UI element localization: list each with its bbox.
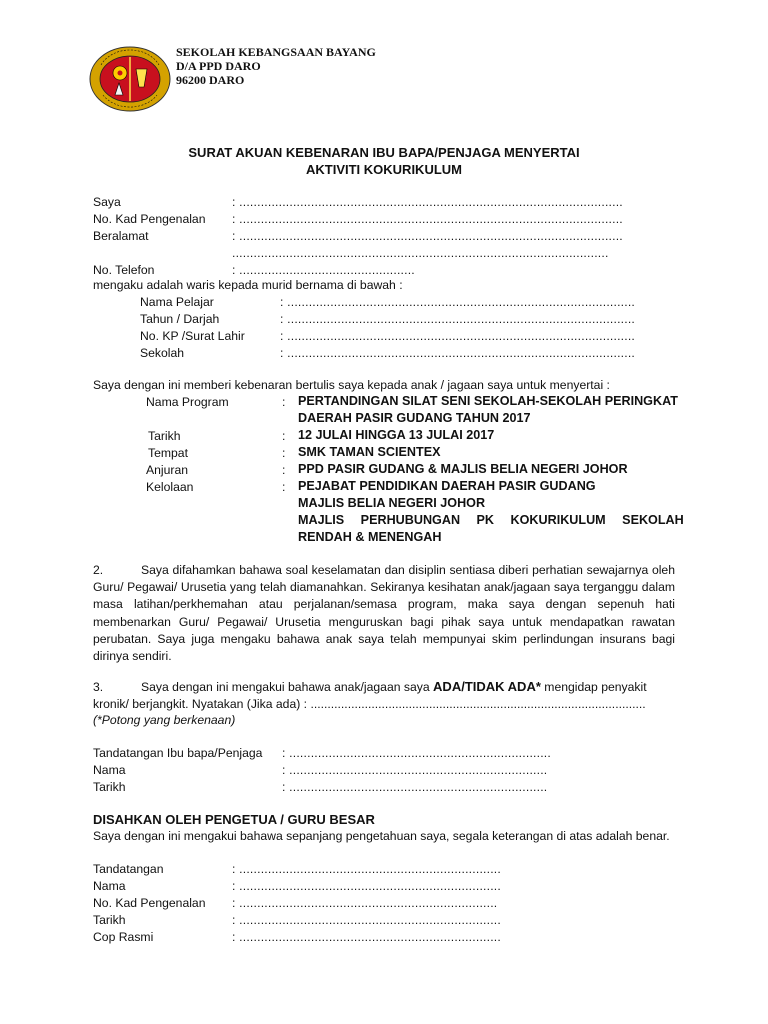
program-organizer-colon: :: [282, 463, 286, 477]
parent-phone-label: No. Telefon: [93, 263, 155, 277]
parent-address-field-2[interactable]: .........................................................................................................: [232, 246, 609, 260]
strike-out-note: (*Potong yang berkenaan): [93, 713, 236, 727]
program-managed-colon: :: [282, 480, 286, 494]
document-title-line-1: SURAT AKUAN KEBENARAN IBU BAPA/PENJAGA MENYERTAI: [188, 145, 580, 160]
school-address-1: D/A PPD DARO: [176, 59, 261, 73]
principal-date-label: Tarikh: [93, 913, 126, 927]
program-name-colon: :: [282, 395, 286, 409]
program-managed-line-2: MAJLIS BELIA NEGERI JOHOR: [298, 496, 486, 510]
principal-name-field[interactable]: : .........................................................................: [232, 879, 501, 893]
verification-statement: Saya dengan ini mengakui bahawa sepanjang pengetahuan saya, segala keterangan di atas adalah benar.: [93, 829, 670, 843]
program-organizer-value: PPD PASIR GUDANG & MAJLIS BELIA NEGERI JOHOR: [298, 462, 628, 476]
parent-signature-label: Tandatangan Ibu bapa/Penjaga: [93, 746, 263, 760]
program-date-value: 12 JULAI HINGGA 13 JULAI 2017: [298, 428, 495, 442]
principal-signature-label: Tandatangan: [93, 862, 164, 876]
parent-signature-name-field[interactable]: : ........................................................................: [282, 763, 548, 777]
official-stamp-label: Cop Rasmi: [93, 930, 154, 944]
parent-ic-label: No. Kad Pengenalan: [93, 212, 206, 226]
parent-signature-field[interactable]: : .........................................................................: [282, 746, 551, 760]
parent-signature-date-field[interactable]: : ........................................................................: [282, 780, 548, 794]
parent-address-field[interactable]: : ...........................................................................................................: [232, 229, 623, 243]
ward-intro: mengaku adalah waris kepada murid bernama di bawah :: [93, 278, 403, 292]
parent-signature-name-label: Nama: [93, 763, 126, 777]
student-name-label: Nama Pelajar: [140, 295, 214, 309]
program-managed-label: Kelolaan: [146, 480, 194, 494]
program-managed-line-1: PEJABAT PENDIDIKAN DAERAH PASIR GUDANG: [298, 479, 596, 493]
paragraph-2-text: Saya difahamkan bahawa soal keselamatan dan disiplin sentiasa diberi perhatian sewajarnya oleh Guru/ Pegawai/ Urusetia yang telah diamanahkan. Sekiranya kesihatan anak/jagaan saya terganggu dalam masa latihan/perkhemahan atau perjalanan/semasa program, maka saya dengan sepenuh hati membenarkan Guru/ Pegawai/ Urusetia menguruskan bagi pihak saya untuk mendapatkan rawatan perubatan. Saya juga mengaku bahawa anak saya telah mempunyai skim perlindungan insurans bagi dirinya sendiri.: [93, 563, 675, 664]
student-school-label: Sekolah: [140, 346, 185, 360]
program-date-label: Tarikh: [148, 429, 181, 443]
principal-ic-label: No. Kad Pengenalan: [93, 896, 206, 910]
program-managed-line-4: RENDAH & MENENGAH: [298, 530, 442, 544]
verification-heading: DISAHKAN OLEH PENGETUA / GURU BESAR: [93, 812, 375, 827]
principal-signature-field[interactable]: : .........................................................................: [232, 862, 501, 876]
program-venue-colon: :: [282, 446, 286, 460]
program-managed-line-3: MAJLIS PERHUBUNGAN PK KOKURIKULUM SEKOLAH: [298, 513, 684, 527]
parent-phone-field[interactable]: : .................................................: [232, 263, 415, 277]
program-organizer-label: Anjuran: [146, 463, 189, 477]
program-name-line-2: DAERAH PASIR GUDANG TAHUN 2017: [298, 411, 531, 425]
paragraph-3-line-1: [141, 679, 681, 694]
paragraph-2-number: 2.: [93, 563, 104, 577]
official-stamp-field[interactable]: : .........................................................................: [232, 930, 501, 944]
parent-name-field[interactable]: : ...........................................................................................................: [232, 195, 623, 209]
program-venue-label: Tempat: [148, 446, 188, 460]
program-name-label: Nama Program: [146, 395, 229, 409]
program-venue-value: SMK TAMAN SCIENTEX: [298, 445, 441, 459]
school-logo: [89, 45, 171, 113]
school-address-2: 96200 DARO: [176, 73, 245, 87]
student-ic-field[interactable]: : .................................................................................................: [280, 329, 636, 343]
parent-name-label: Saya: [93, 195, 121, 209]
document-title-line-2: AKTIVITI KOKURIKULUM: [306, 162, 462, 177]
principal-name-label: Nama: [93, 879, 126, 893]
paragraph-3-number: 3.: [93, 680, 104, 694]
principal-date-field[interactable]: : .........................................................................: [232, 913, 501, 927]
parent-signature-date-label: Tarikh: [93, 780, 126, 794]
student-name-field[interactable]: : .................................................................................................: [280, 295, 636, 309]
school-name: SEKOLAH KEBANGSAAN BAYANG: [176, 45, 376, 59]
student-year-field[interactable]: : .................................................................................................: [280, 312, 636, 326]
chronic-illness-field[interactable]: kronik/ berjangkit. Nyatakan (Jika ada) : ...................................................................................................: [93, 697, 646, 711]
parent-address-label: Beralamat: [93, 229, 149, 243]
student-school-field[interactable]: : .................................................................................................: [280, 346, 636, 360]
paragraph-3-text-after: mengidap penyakit: [544, 680, 647, 694]
principal-ic-field[interactable]: : ........................................................................: [232, 896, 498, 910]
parent-ic-field[interactable]: : ...........................................................................................................: [232, 212, 623, 226]
paragraph-3-emphasis: ADA/TIDAK ADA*: [433, 679, 541, 694]
student-year-label: Tahun / Darjah: [140, 312, 220, 326]
permission-intro: Saya dengan ini memberi kebenaran bertulis saya kepada anak / jagaan saya untuk menyertai :: [93, 378, 610, 392]
program-name-line-1: PERTANDINGAN SILAT SENI SEKOLAH-SEKOLAH PERINGKAT: [298, 394, 678, 408]
program-date-colon: :: [282, 429, 286, 443]
paragraph-3-text-before: Saya dengan ini mengakui bahawa anak/jagaan saya: [141, 680, 430, 694]
student-ic-label: No. KP /Surat Lahir: [140, 329, 245, 343]
